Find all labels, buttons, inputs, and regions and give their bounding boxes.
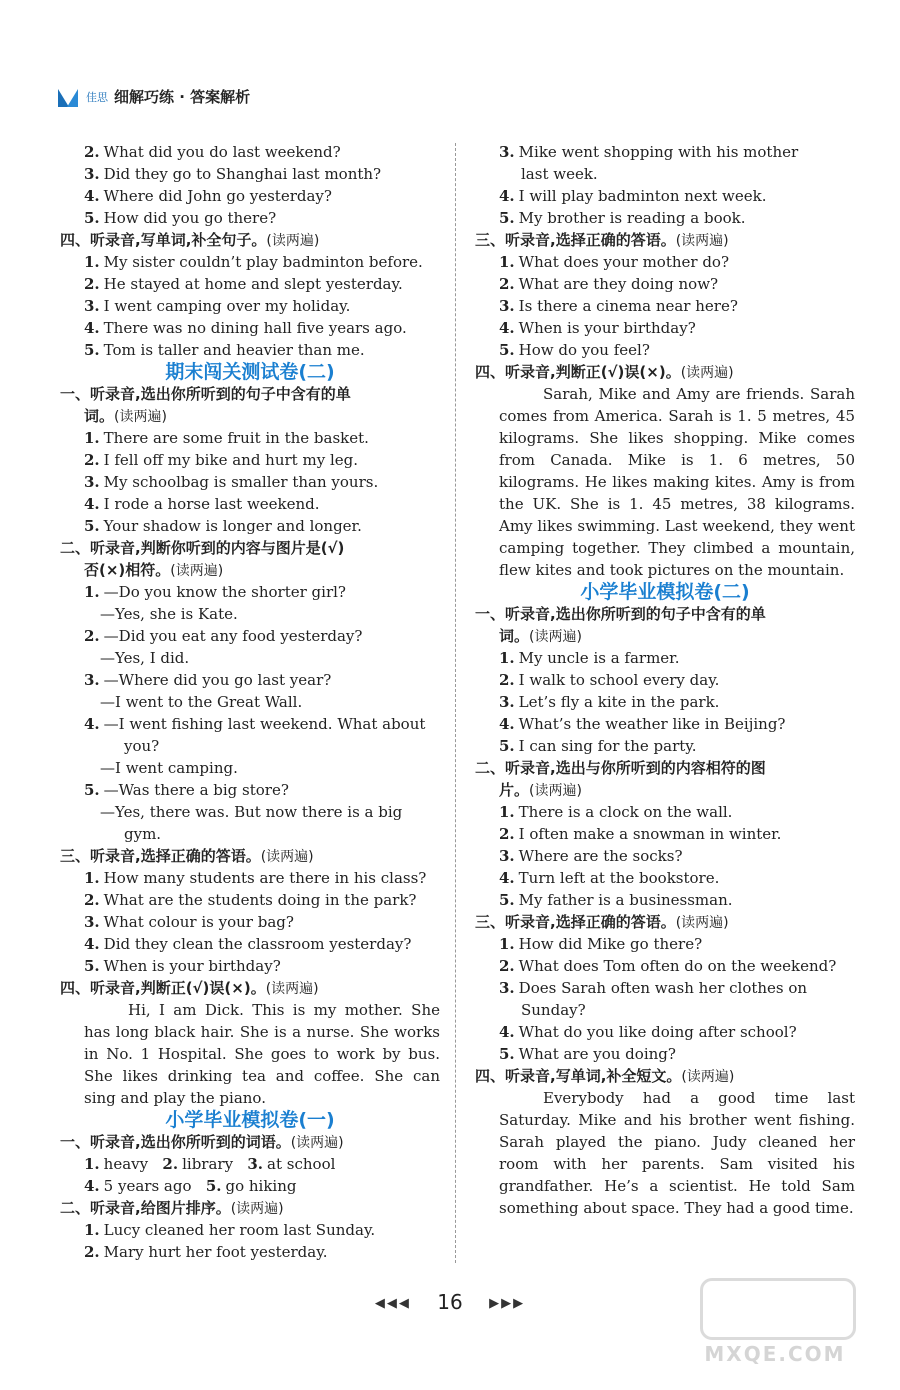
- watermark-box-icon: [700, 1278, 856, 1340]
- section-heading-cont: 词。(读两遍): [499, 627, 582, 645]
- brand-logo-icon: [58, 87, 80, 107]
- section-heading: 三、听录音,选择正确的答语。(读两遍): [475, 231, 729, 249]
- list-item: 4. What do you like doing after school?: [499, 1023, 797, 1041]
- list-item: 3. Did they go to Shanghai last month?: [84, 165, 382, 183]
- list-item: 4. I rode a horse last weekend.: [84, 495, 320, 513]
- list-item: 2. What did you do last weekend?: [84, 143, 341, 161]
- list-item: 5. When is your birthday?: [84, 957, 281, 975]
- dialog-line: —I went camping.: [100, 759, 238, 777]
- dialog-line: —I went to the Great Wall.: [100, 693, 303, 711]
- list-item: 2. I often make a snowman in winter.: [499, 825, 782, 843]
- word-row: 1. heavy 2. library 3. at school: [84, 1155, 336, 1173]
- next-arrows-icon: ▶▶▶: [489, 1296, 526, 1311]
- list-item: 4. Turn left at the bookstore.: [499, 869, 720, 887]
- list-item: 3. Does Sarah often wash her clothes on: [499, 979, 808, 997]
- section-heading: 二、听录音,选出与你所听到的内容相符的图: [475, 759, 766, 777]
- list-item-cont: last week.: [521, 165, 598, 183]
- prev-arrows-icon: ◀◀◀: [374, 1296, 411, 1311]
- list-item: 3. Where are the socks?: [499, 847, 683, 865]
- dialog-line: 2. —Did you eat any food yesterday?: [84, 627, 363, 645]
- list-item-cont: Sunday?: [521, 1001, 586, 1019]
- passage: Hi, I am Dick. This is my mother. She has long black hair. She is a nurse. She works in No. 1 Hospital. She goes to work by bus. She likes drinking tea and coffee. She can sing and play the piano.: [84, 1001, 440, 1107]
- list-item: 1. My uncle is a farmer.: [499, 649, 680, 667]
- list-item: 5. How do you feel?: [499, 341, 650, 359]
- section-heading-cont: 词。(读两遍): [84, 407, 167, 425]
- list-item: 2. I walk to school every day.: [499, 671, 720, 689]
- list-item: 4. What’s the weather like in Beijing?: [499, 715, 786, 733]
- list-item: 5. I can sing for the party.: [499, 737, 697, 755]
- page-number: 16: [437, 1290, 463, 1314]
- dialog-line: 4. —I went fishing last weekend. What about: [84, 715, 426, 733]
- section-heading: 一、听录音,选出你所听到的词语。(读两遍): [60, 1133, 344, 1151]
- list-item: 3. Let’s fly a kite in the park.: [499, 693, 720, 711]
- list-item: 1. My sister couldn’t play badminton before.: [84, 253, 423, 271]
- list-item: 2. What are they doing now?: [499, 275, 719, 293]
- dialog-line: 1. —Do you know the shorter girl?: [84, 583, 346, 601]
- column-divider: [455, 143, 456, 1263]
- list-item: 3. Mike went shopping with his mother: [499, 143, 799, 161]
- list-item: 1. Lucy cleaned her room last Sunday.: [84, 1221, 376, 1239]
- dialog-line: you?: [124, 737, 160, 755]
- list-item: 5. My brother is reading a book.: [499, 209, 746, 227]
- section-heading: 四、听录音,写单词,补全短文。(读两遍): [475, 1067, 735, 1085]
- list-item: 5. What are you doing?: [499, 1045, 676, 1063]
- list-item: 4. Did they clean the classroom yesterday?: [84, 935, 412, 953]
- list-item: 1. What does your mother do?: [499, 253, 730, 271]
- test-title: 小学毕业模拟卷(二): [580, 581, 750, 603]
- dialog-line: 3. —Where did you go last year?: [84, 671, 332, 689]
- list-item: 4. There was no dining hall five years ago.: [84, 319, 407, 337]
- left-column: [60, 141, 440, 1263]
- test-title: 小学毕业模拟卷(一): [165, 1109, 335, 1131]
- section-heading: 一、听录音,选出你所听到的句子中含有的单: [60, 385, 351, 403]
- section-heading: 一、听录音,选出你所听到的句子中含有的单: [475, 605, 766, 623]
- section-heading: 二、听录音,给图片排序。(读两遍): [60, 1199, 284, 1217]
- list-item: 4. Where did John go yesterday?: [84, 187, 332, 205]
- list-item: 3. Is there a cinema near here?: [499, 297, 738, 315]
- list-item: 1. There is a clock on the wall.: [499, 803, 733, 821]
- list-item: 1. How many students are there in his class?: [84, 869, 427, 887]
- section-heading: 二、听录音,判断你听到的内容与图片是(√): [60, 539, 345, 557]
- watermark-logo: [690, 1272, 860, 1372]
- page-header: [58, 86, 250, 107]
- dialog-line: 5. —Was there a big store?: [84, 781, 289, 799]
- list-item: 1. How did Mike go there?: [499, 935, 703, 953]
- list-item: 3. What colour is your bag?: [84, 913, 294, 931]
- section-heading: 三、听录音,选择正确的答语。(读两遍): [60, 847, 314, 865]
- list-item: 2. What are the students doing in the park?: [84, 891, 417, 909]
- section-heading-cont: 否(×)相符。(读两遍): [84, 561, 224, 579]
- dialog-line: —Yes, I did.: [100, 649, 190, 667]
- list-item: 5. How did you go there?: [84, 209, 277, 227]
- dialog-line: gym.: [124, 825, 162, 843]
- test-title: 期末闯关测试卷(二): [165, 361, 335, 383]
- passage: Everybody had a good time last Saturday. Mike and his brother went fishing. Sarah played the piano. Judy cleaned her room with her parents. Sam visited his grandfather. He’s a scientist. He told Sam something about space. They had a good time.: [499, 1089, 855, 1217]
- list-item: 2. Mary hurt her foot yesterday.: [84, 1243, 328, 1261]
- word-row: 4. 5 years ago 5. go hiking: [84, 1177, 297, 1195]
- passage: Sarah, Mike and Amy are friends. Sarah comes from America. Sarah is 1. 5 metres, 45 kilograms. She likes shopping. Mike comes from Canada. Mike is 1. 6 metres, 50 kilograms. He likes making kites. Amy is from the UK. She is 1. 45 metres, 38 kilograms. Amy likes swimming. Last weekend, they went camping together. They climbed a mountain, flew kites and took pictures on the mountain.: [499, 385, 855, 579]
- dialog-line: —Yes, there was. But now there is a big: [100, 803, 403, 821]
- section-heading-cont: 片。(读两遍): [499, 781, 582, 799]
- brand-name: 佳思: [86, 90, 108, 104]
- list-item: 3. My schoolbag is smaller than yours.: [84, 473, 379, 491]
- section-heading: 四、听录音,写单词,补全句子。(读两遍): [60, 231, 320, 249]
- list-item: 2. I fell off my bike and hurt my leg.: [84, 451, 358, 469]
- right-column: [475, 141, 855, 1219]
- list-item: 5. Your shadow is longer and longer.: [84, 517, 362, 535]
- section-heading: 四、听录音,判断正(√)误(×)。(读两遍): [475, 363, 734, 381]
- dialog-line: —Yes, she is Kate.: [100, 605, 238, 623]
- list-item: 2. What does Tom often do on the weekend?: [499, 957, 837, 975]
- series-title: 细解巧练 · 答案解析: [114, 88, 251, 106]
- list-item: 4. I will play badminton next week.: [499, 187, 767, 205]
- list-item: 4. When is your birthday?: [499, 319, 696, 337]
- list-item: 5. Tom is taller and heavier than me.: [84, 341, 365, 359]
- list-item: 3. I went camping over my holiday.: [84, 297, 351, 315]
- watermark-text: MXQE.COM: [704, 1342, 846, 1366]
- list-item: 2. He stayed at home and slept yesterday.: [84, 275, 403, 293]
- section-heading: 三、听录音,选择正确的答语。(读两遍): [475, 913, 729, 931]
- section-heading: 四、听录音,判断正(√)误(×)。(读两遍): [60, 979, 319, 997]
- list-item: 1. There are some fruit in the basket.: [84, 429, 369, 447]
- list-item: 5. My father is a businessman.: [499, 891, 733, 909]
